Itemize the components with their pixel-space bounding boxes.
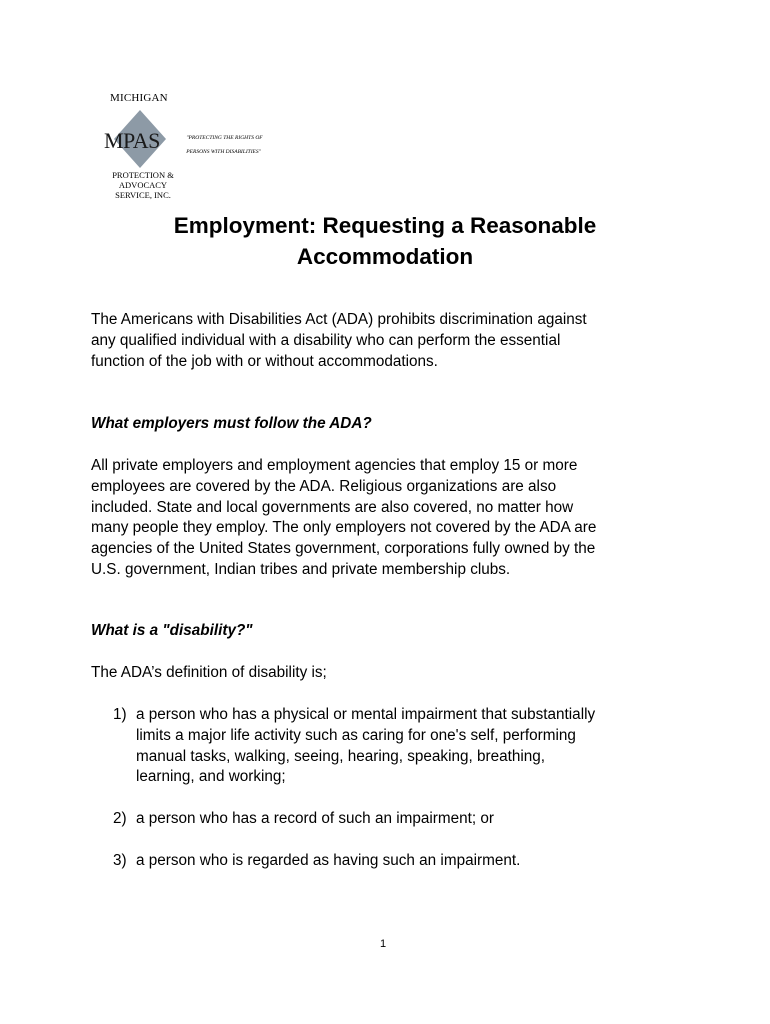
- section-heading-disability: What is a "disability?": [91, 622, 253, 639]
- list-line: limits a major life activity such as caring for one's self, performing: [136, 726, 576, 744]
- list-number: 2): [113, 810, 127, 827]
- paragraph-line: All private employers and employment agencies that employ 15 or more: [91, 457, 578, 474]
- list-line: a person who has a record of such an impairment; or: [136, 810, 494, 827]
- paragraph-line: function of the job with or without accommodations.: [91, 352, 438, 370]
- paragraph-line: The ADA’s definition of disability is;: [91, 664, 327, 681]
- title-line: Employment: Requesting a Reasonable: [173, 213, 597, 238]
- paragraph-line: many people they employ. The only employers not covered by the ADA are: [91, 519, 597, 537]
- intro-paragraph: [91, 310, 691, 372]
- document-title: [90, 210, 680, 272]
- paragraph-line: employees are covered by the ADA. Religious organizations are also: [91, 477, 557, 495]
- list-line: learning, and working;: [136, 768, 286, 786]
- paragraph-line: included. State and local governments are also covered, no matter how: [91, 498, 574, 516]
- list-number: 1): [113, 706, 127, 723]
- list-item-text: [136, 705, 696, 788]
- logo-letters: MPAS: [104, 128, 160, 153]
- logo-top-text: MICHIGAN: [110, 92, 168, 104]
- list-number: 3): [113, 852, 127, 869]
- list-item-text: [136, 809, 696, 830]
- paragraph-line: U.S. government, Indian tribes and private membership clubs.: [91, 560, 511, 578]
- list-line: manual tasks, walking, seeing, hearing, speaking, breathing,: [136, 747, 546, 765]
- paragraph-line: any qualified individual with a disability who can perform the essential: [91, 331, 561, 349]
- page-number: 1: [380, 938, 387, 950]
- logo-tagline: [178, 128, 263, 163]
- logo-tagline-line: "PROTECTING THE RIGHTS OF: [186, 135, 263, 141]
- logo-tagline-line: PERSONS WITH DISABILITIES": [186, 149, 261, 155]
- logo-bottom-line: PROTECTION & ADVOCACY: [112, 170, 174, 190]
- list-item-text: [136, 851, 696, 872]
- logo-organization-name: [88, 170, 198, 200]
- employers-paragraph: [91, 456, 691, 581]
- title-line: Accommodation: [296, 244, 474, 269]
- list-line: a person who has a physical or mental impairment that substantially: [136, 706, 596, 723]
- section-heading-employers: What employers must follow the ADA?: [91, 415, 372, 432]
- list-line: a person who is regarded as having such an impairment.: [136, 852, 521, 869]
- mpas-logo: [88, 88, 268, 198]
- paragraph-line: The Americans with Disabilities Act (ADA) prohibits discrimination against: [91, 311, 587, 328]
- paragraph-line: agencies of the United States government, corporations fully owned by the: [91, 540, 596, 558]
- logo-bottom-line: SERVICE, INC.: [115, 190, 171, 200]
- disability-definition-lead: [91, 663, 691, 684]
